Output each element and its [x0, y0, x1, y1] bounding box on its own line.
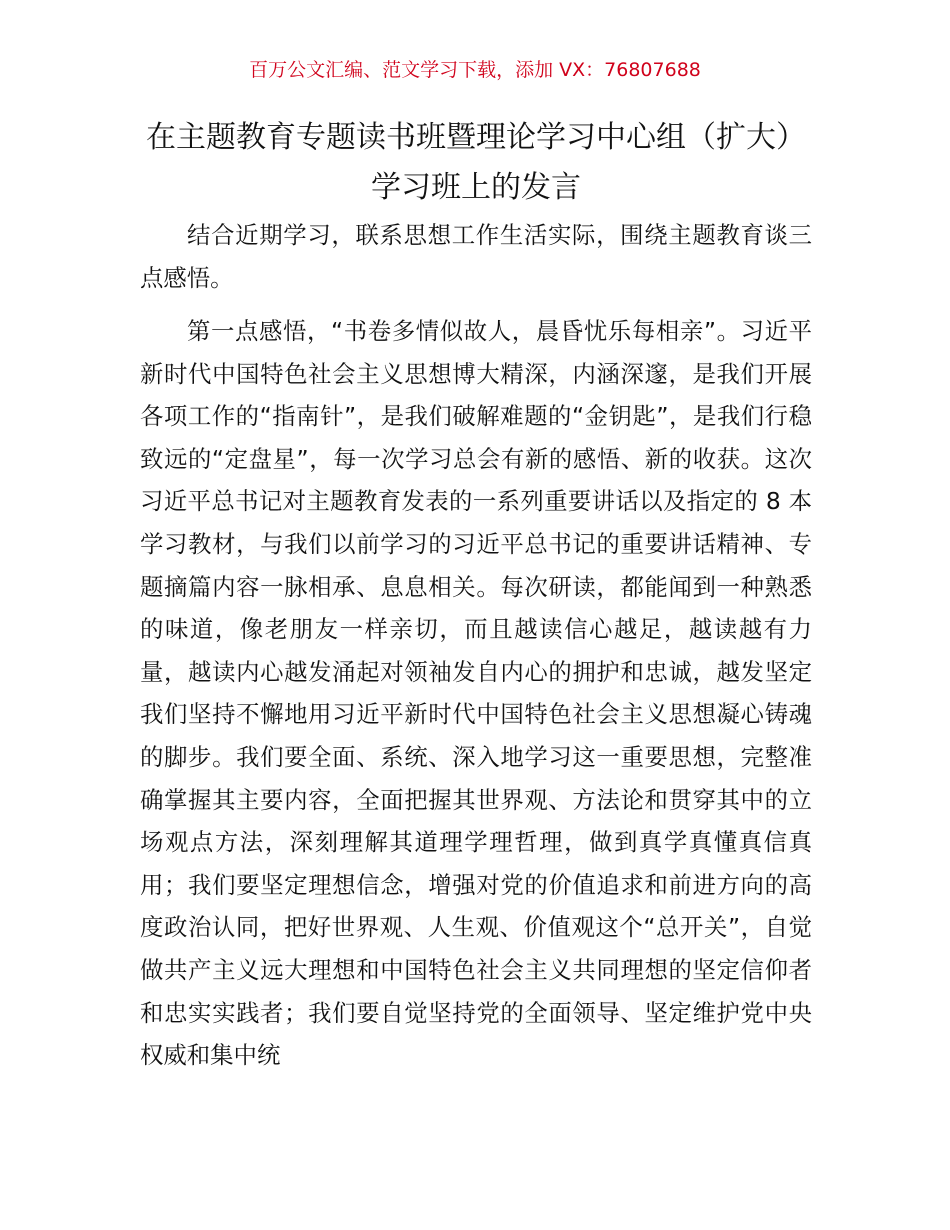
- header-note: 百万公文汇编、范文学习下载，添加 VX：76807688: [249, 59, 701, 81]
- paragraph-point-1: 第一点感悟，“书卷多情似故人，晨昏忧乐每相亲”。习近平新时代中国特色社会主义思想博大精深，内涵深邃，是我们开展各项工作的“指南针”，是我们破解难题的“金钥匙”，是我们行稳致远的“定盘星”，每一次学习总会有新的感悟、新的收获。这次习近平总书记对主题教育发表的一系列重要讲话以及指定的 8 本学习教材，与我们以前学习的习近平总书记的重要讲话精神、专题摘篇内容一脉相承、息息相关。每次研读，都能闻到一种熟悉的味道，像老朋友一样亲切，而且越读信心越足，越读越有力量，越读内心越发涌起对领袖发自内心的拥护和忠诚，越发坚定我们坚持不懈地用习近平新时代中国特色社会主义思想凝心铸魂的脚步。我们要全面、系统、深入地学习这一重要思想，完整准确掌握其主要内容，全面把握其世界观、方法论和贯穿其中的立场观点方法，深刻理解其道理学理哲理，做到真学真懂真信真用；我们要坚定理想信念，增强对党的价值追求和前进方向的高度政治认同，把好世界观、人生观、价值观这个“总开关”，自觉做共产主义远大理想和中国特色社会主义共同理想的坚定信仰者和忠实实践者；我们要自觉坚持党的全面领导、坚定维护党中央权威和集中统: [140, 317, 812, 1070]
- paragraph-intro: 结合近期学习，联系思想工作生活实际，围绕主题教育谈三点感悟。: [140, 221, 812, 292]
- document-title: 在主题教育专题读书班暨理论学习中心组（扩大）学习班上的发言: [146, 120, 806, 205]
